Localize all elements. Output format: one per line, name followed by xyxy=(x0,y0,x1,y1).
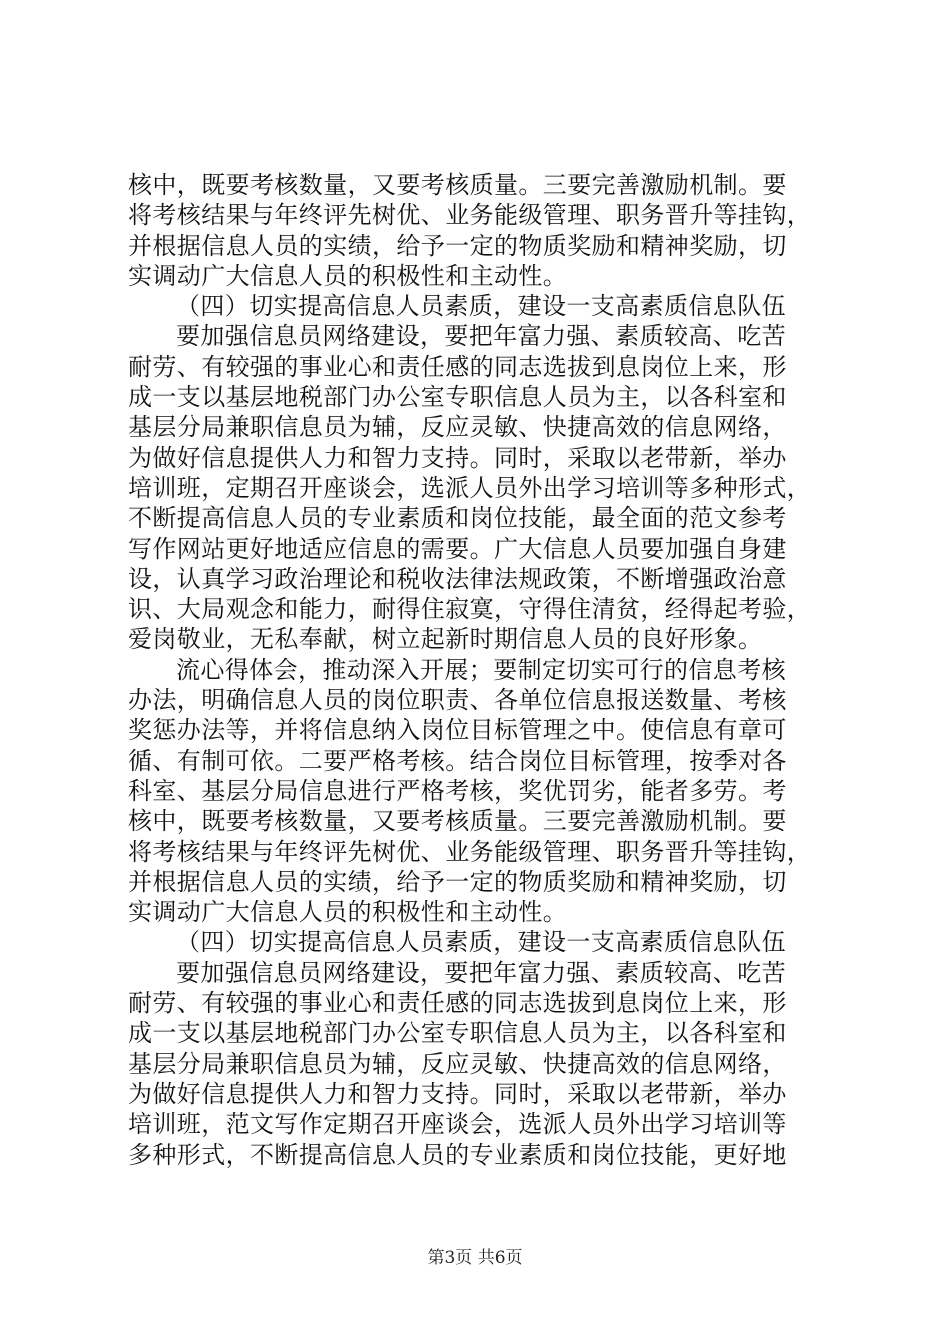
text-line: 基层分局兼职信息员为辅，反应灵敏、快捷高效的信息网络， xyxy=(128,1049,787,1078)
text-line: 科室、基层分局信息进行严格考核，奖优罚劣，能者多劳。考 xyxy=(128,776,787,805)
text-line: 并根据信息人员的实绩，给予一定的物质奖励和精神奖励，切 xyxy=(128,231,787,260)
text-line: 成一支以基层地税部门办公室专职信息人员为主，以各科室和 xyxy=(128,383,787,412)
text-line: 多种形式，不断提高信息人员的专业素质和岗位技能，更好地 xyxy=(128,1140,787,1169)
text-line: 核中，既要考核数量，又要考核质量。三要完善激励机制。要 xyxy=(128,171,787,199)
text-line: 将考核结果与年终评先树优、业务能级管理、职务晋升等挂钩， xyxy=(128,837,812,866)
text-line: 写作网站更好地适应信息的需要。广大信息人员要加强自身建 xyxy=(128,534,787,563)
text-line: 实调动广大信息人员的积极性和主动性。 xyxy=(128,898,568,927)
text-line: 识、大局观念和能力，耐得住寂寞，守得住清贫，经得起考验， xyxy=(128,595,812,624)
text-line: 为做好信息提供人力和智力支持。同时，采取以老带新，举办 xyxy=(128,443,787,472)
text-line: 循、有制可依。二要严格考核。结合岗位目标管理，按季对各 xyxy=(128,746,787,775)
text-line: （四）切实提高信息人员素质，建设一支高素质信息队伍 xyxy=(176,292,786,321)
text-line: 设，认真学习政治理论和税收法律法规政策，不断增强政治意 xyxy=(128,564,787,593)
text-line: 不断提高信息人员的专业素质和岗位技能，最全面的范文参考 xyxy=(128,504,787,533)
text-line: 爱岗敬业，无私奉献，树立起新时期信息人员的良好形象。 xyxy=(128,625,763,654)
document-body xyxy=(128,170,828,1170)
text-line: 实调动广大信息人员的积极性和主动性。 xyxy=(128,261,568,290)
text-line: 并根据信息人员的实绩，给予一定的物质奖励和精神奖励，切 xyxy=(128,867,787,896)
text-line: 为做好信息提供人力和智力支持。同时，采取以老带新，举办 xyxy=(128,1079,787,1108)
text-line: 耐劳、有较强的事业心和责任感的同志选拔到息岗位上来，形 xyxy=(128,352,787,381)
text-line: 核中，既要考核数量，又要考核质量。三要完善激励机制。要 xyxy=(128,807,787,836)
text-line: 办法，明确信息人员的岗位职责、各单位信息报送数量、考核 xyxy=(128,686,787,715)
text-line: 培训班，范文写作定期召开座谈会，选派人员外出学习培训等 xyxy=(128,1110,787,1139)
text-line: （四）切实提高信息人员素质，建设一支高素质信息队伍 xyxy=(176,928,786,957)
text-line: 奖惩办法等，并将信息纳入岗位目标管理之中。使信息有章可 xyxy=(128,716,787,745)
text-line: 将考核结果与年终评先树优、业务能级管理、职务晋升等挂钩， xyxy=(128,201,812,230)
text-line: 基层分局兼职信息员为辅，反应灵敏、快捷高效的信息网络， xyxy=(128,413,787,442)
text-line: 耐劳、有较强的事业心和责任感的同志选拔到息岗位上来，形 xyxy=(128,989,787,1018)
text-line: 培训班，定期召开座谈会，选派人员外出学习培训等多种形式， xyxy=(128,473,812,502)
text-line: 成一支以基层地税部门办公室专职信息人员为主，以各科室和 xyxy=(128,1019,787,1048)
text-line: 流心得体会，推动深入开展；要制定切实可行的信息考核 xyxy=(176,655,786,684)
text-line: 要加强信息员网络建设，要把年富力强、素质较高、吃苦 xyxy=(176,958,786,987)
text-line: 要加强信息员网络建设，要把年富力强、素质较高、吃苦 xyxy=(176,322,786,351)
page-footer: 第3页 共6页 xyxy=(427,1248,523,1268)
